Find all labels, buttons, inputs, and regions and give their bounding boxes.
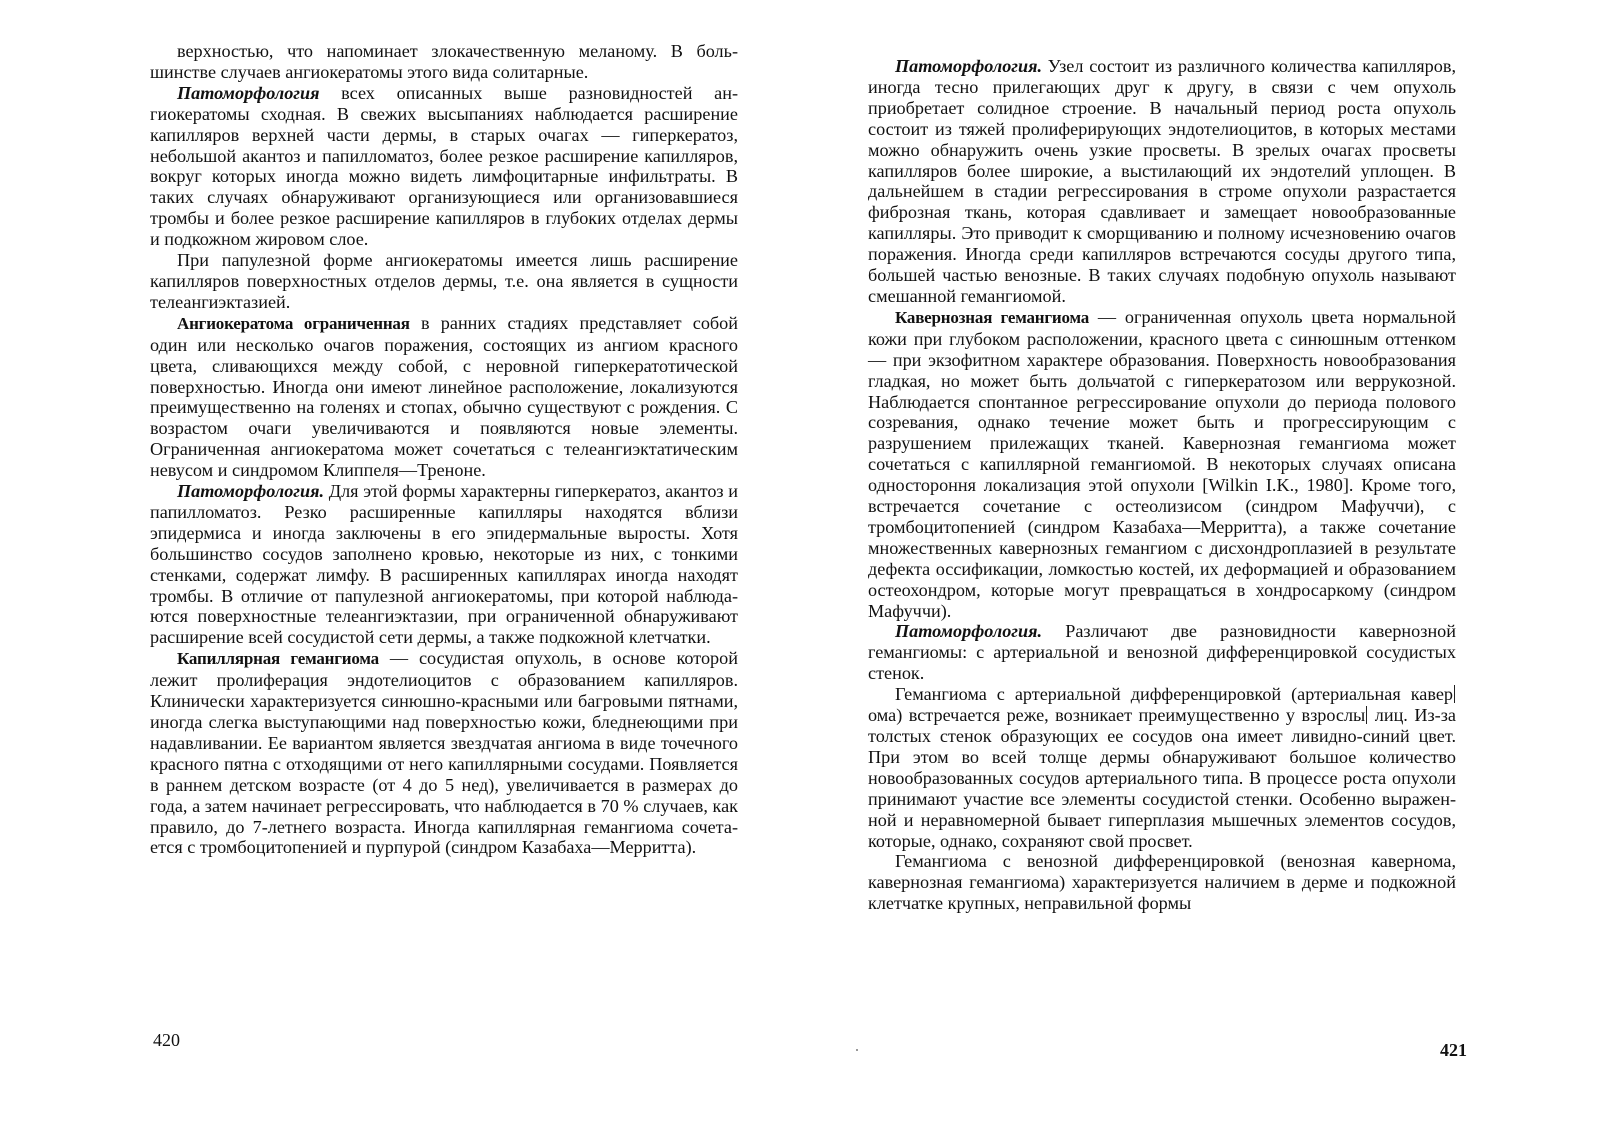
body-text: Гемангиома с венозной дифференцировкой (венозная кавернома, кавернозная гемангиома) характеризуется наличием в дерме и подкожной клетчатке крупных, неправильной формы: [868, 851, 1456, 914]
paragraph: [868, 684, 1456, 851]
body-text: Различают две разновидности кавернозной гемангиомы: с артериальной и венозной дифференцировкой сосудистых стенок.: [868, 621, 1456, 684]
paragraph: [150, 313, 738, 481]
body-text: в ранних стадиях представляет собой один или несколько очагов поражения, состоящих из ангиом красного цвета, сливающихся между собой, с неровной гиперкератотической поверхностью. Иногда они имеют линейное расположение, локализуются преимущественно на голенях и стопах, обычно существуют с рождения. С возрастом очаги увеличиваются и появляются новые элементы. Ограниченная ангиокератома может сочетаться с телеангиэктатическим невусом и синдромом Клиппеля—Треноне.: [150, 312, 738, 481]
body-text: всех описанных выше разновидностей ангиокератомы сходная. В свежих высыпаниях наблюдается расширение капилляров верхней части дермы, в старых очагах — гиперкератоз, небольшой акантоз и папилломатоз, более резкое расширение капилляров, вокруг которых иногда можно видеть лимфоцитарные инфильтраты. В таких случаях обнаруживают организующиеся или организовавшиеся тромбы и более резкое расширение капилляров в глубоких отделах дермы и подкожном жировом слое.: [150, 82, 738, 250]
body-text: При папулезной форме ангиокератомы имеется лишь расширение капилляров поверхностных отделов дермы, т.е. она является в сущности телеангиэктазией.: [150, 250, 738, 312]
body-text: лиц. Из-за толстых стенок образующих ее сосудов она имеет ливидно-синий цвет. При этом во всей толще дермы обнаруживают большое количество новообразованных сосудов артериального типа. В процессе роста опухоли принимают участие все элементы сосудистой стенки. Особенно выраженной и неравномерной бывает гиперплазия мышечных элементов сосудов, которые, однако, сохраняют свой просвет.: [868, 705, 1456, 851]
body-text: — сосудистая опухоль, в основе которой лежит пролиферация эндотелиоцитов с образованием капилляров. Клинически характеризуется синюшно-красными или багровыми пятнами, иногда слегка выступающими над поверхностью кожи, бледнеющими при надавливании. Ее вариантом является звездчатая ангиома в виде точечного красного пятна с отходящими от него капиллярными сосудами. Появляется в раннем детском возрасте (от 4 до 5 нед), увеличивается в размерах до года, а затем начинает регрессировать, что наблюдается в 70 % случаев, как правило, до 7-летнего возраста. Иногда капиллярная гемангиома сочетается с тромбоцитопенией и пурпурой (синдром Казабаха—Мерритта).: [150, 648, 738, 858]
scan-speck: [856, 1049, 858, 1051]
left-page-text: [150, 41, 738, 858]
body-text: Гемангиома с артериальной дифференцировкой (артериальная кавер: [895, 684, 1453, 705]
body-text: верхностью, что напоминает злокачественную меланому. В большинстве случаев ангиокератомы этого вида солитарные.: [150, 41, 738, 82]
subheading: Патоморфология.: [895, 56, 1043, 76]
paragraph: [150, 83, 738, 250]
body-text: ома) встречается реже, возникает преимущественно у взрослы: [868, 705, 1366, 726]
left-page-number: 420: [153, 1030, 180, 1050]
section-heading: Капиллярная гемангиома: [177, 649, 379, 669]
right-page-text: [868, 56, 1456, 914]
subheading: Патоморфология.: [177, 481, 325, 502]
paragraph: [150, 481, 738, 648]
section-heading: Ангиокератома ограниченная: [177, 313, 410, 333]
paragraph: [868, 621, 1456, 684]
section-heading: Кавернозная гемангиома: [895, 307, 1090, 327]
body-text: Для этой формы характерны гиперкератоз, акантоз и папилломатоз. Резко расширенные капилляры находятся вблизи эпидермиса и иногда заключены в его эпидермальные выросты. Хотя большинство сосудов заполнено кровью, некоторые из них, с тонкими стенками, содержат лимфу. В расширенных капиллярах иногда находят тромбы. В отличие от папулезной ангиокератомы, при которой наблюдаются поверхностные телеангиэктазии, при ограниченной обнаруживают расширение всей сосудистой сети дермы, а также подкожной клетчатки.: [150, 481, 738, 648]
paragraph: [868, 56, 1456, 307]
subheading: Патоморфология: [177, 82, 320, 103]
subheading: Патоморфология.: [895, 621, 1043, 642]
right-page-number: 421: [1440, 1040, 1467, 1060]
paragraph: [150, 41, 738, 83]
body-text: — ограниченная опухоль цвета нормальной кожи при глубоком расположении, красного цвета с синюшным оттенком — при экзофитном характере образования. Поверхность новообразования гладкая, но может быть дольчатой с гиперкератозом или веррукозной. Наблюдается спонтанное регрессирование опухоли до периода полового созревания, однако течение может быть и прогрессирующим с разрушением прилежащих тканей. Кавернозная гемангиома может сочетаться с капиллярной гемангиомой. В некоторых случаях описана одностороння локализация этой опухоли [Wilkin I.K., 1980]. Кроме того, встречается сочетание с остеолизисом (синдром Мафуччи), с тромбоцитопенией (синдром Казабаха—Мерритта), а также сочетание множественных кавернозных гемангиом с дисхондроплазией в результате дефекта оссификации, ломкостью костей, их деформацией и образованием остеохондром, которые могут превращаться в хондросаркому (синдром Мафуччи).: [868, 306, 1456, 621]
body-text: Узел состоит из различного количества капилляров, иногда тесно прилегающих друг к другу, в связи с чем опухоль приобретает солидное строение. В начальный период роста опухоль состоит из тяжей пролиферирующих эндотелиоцитов, в которых местами можно обнаружить очень узкие просветы. В зрелых очагах просветы капилляров более широкие, а выстилающий их эндотелий уплощен. В дальнейшем в стадии регрессирования в строме опухоли разрастается фиброзная ткань, которая сдавливает и замещает новообразованные капилляры. Это приводит к сморщиванию и полному исчезновению очагов поражения. Иногда среди капилляров встречаются сосуды другого типа, большей частью венозные. В таких случаях подобную опухоль называют смешанной гемангиомой.: [868, 56, 1456, 306]
paragraph: [150, 250, 738, 313]
paragraph: [868, 851, 1456, 914]
scan-artifact-stroke: [1454, 685, 1455, 703]
paragraph: [868, 307, 1456, 622]
paragraph: [150, 648, 738, 858]
